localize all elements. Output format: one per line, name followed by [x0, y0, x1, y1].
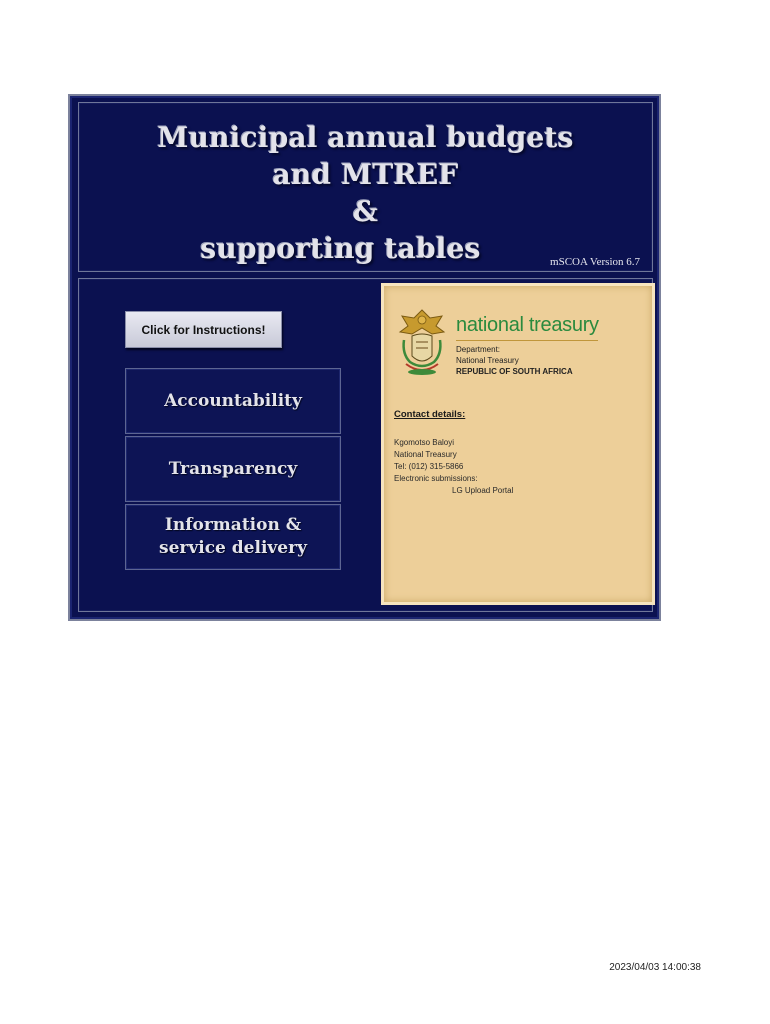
information-service-delivery-button[interactable] [125, 504, 341, 570]
title-line-1: Municipal annual budgets [157, 121, 574, 154]
version-label: mSCOA Version 6.7 [550, 256, 640, 268]
contact-card [381, 283, 655, 605]
logo-dept-name: National Treasury [456, 356, 519, 365]
logo-underline [456, 340, 598, 341]
contact-submissions: Electronic submissions: [394, 474, 478, 483]
coat-of-arms-icon [396, 306, 448, 378]
accountability-button[interactable] [125, 368, 341, 434]
accountability-label: Accountability [164, 391, 302, 411]
page-title [79, 119, 652, 267]
timestamp: 2023/04/03 14:00:38 [609, 962, 701, 973]
information-label-line-1: Information & [164, 515, 302, 535]
title-banner [78, 102, 653, 272]
transparency-button[interactable] [125, 436, 341, 502]
contact-name: Kgomotso Baloyi [394, 438, 455, 447]
upload-portal-link[interactable]: LG Upload Portal [452, 486, 514, 495]
title-line-2: and MTREF [272, 158, 459, 191]
logo-country: REPUBLIC OF SOUTH AFRICA [456, 367, 573, 376]
title-line-3: & [352, 195, 379, 228]
budget-panel [68, 94, 661, 621]
national-treasury-logo [396, 306, 646, 386]
transparency-label: Transparency [168, 459, 298, 479]
instructions-button[interactable]: Click for Instructions! [125, 311, 282, 348]
logo-dept: Department: [456, 345, 501, 354]
information-label-line-2: service delivery [159, 538, 307, 558]
contact-org: National Treasury [394, 450, 457, 459]
contact-tel: Tel: (012) 315-5866 [394, 462, 464, 471]
logo-name: national treasury [456, 314, 599, 336]
navigation-area [78, 278, 653, 612]
contact-heading: Contact details: [394, 409, 466, 420]
title-line-4: supporting tables [200, 232, 481, 265]
